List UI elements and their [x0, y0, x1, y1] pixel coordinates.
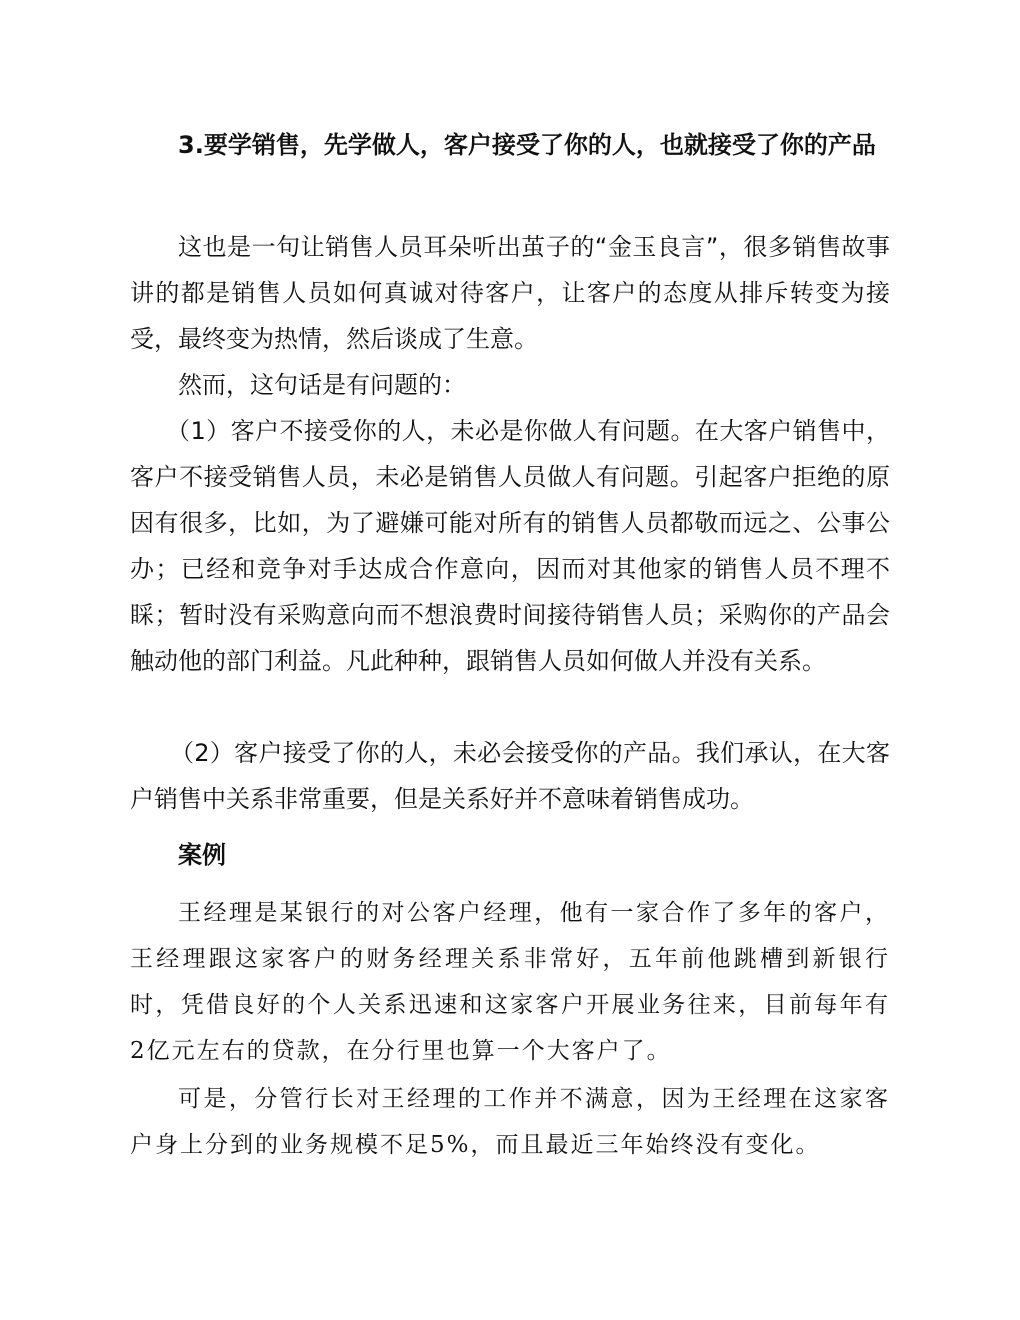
- paragraph-however: 然而，这句话是有问题的：: [178, 371, 466, 399]
- paragraph-point-2: （2）客户接受了你的人，未必会接受你的产品。我们承认，在大客户销售中关系非常重要，但是关系好并不意味着销售成功。: [130, 739, 890, 813]
- case-paragraph-1: 王经理是某银行的对公客户经理，他有一家合作了多年的客户，王经理跟这家客户的财务经理关系非常好，五年前他跳槽到新银行时，凭借良好的个人关系迅速和这家客户开展业务往来，目前每年有2亿元左右的贷款，在分行里也算一个大客户了。: [130, 900, 890, 1064]
- case-heading: 案例: [178, 841, 226, 869]
- case-paragraph-2: 可是，分管行长对王经理的工作并不满意，因为王经理在这家客户身上分到的业务规模不足5%，而且最近三年始终没有变化。: [130, 1086, 890, 1158]
- section-heading: 3.要学销售，先学做人，客户接受了你的人，也就接受了你的产品: [178, 131, 876, 159]
- paragraph-intro: 这也是一句让销售人员耳朵听出茧子的“金玉良言”，很多销售故事讲的都是销售人员如何真诚对待客户，让客户的态度从排斥转变为接受，最终变为热情，然后谈成了生意。: [130, 233, 890, 353]
- paragraph-point-1: （1）客户不接受你的人，未必是你做人有问题。在大客户销售中，客户不接受销售人员，未必是销售人员做人有问题。引起客户拒绝的原因有很多，比如，为了避嫌可能对所有的销售人员都敬而远之、公事公办；已经和竞争对手达成合作意向，因而对其他家的销售人员不理不睬；暂时没有采购意向而不想浪费时间接待销售人员；采购你的产品会触动他的部门利益。凡此种种，跟销售人员如何做人并没有关系。: [130, 417, 890, 675]
